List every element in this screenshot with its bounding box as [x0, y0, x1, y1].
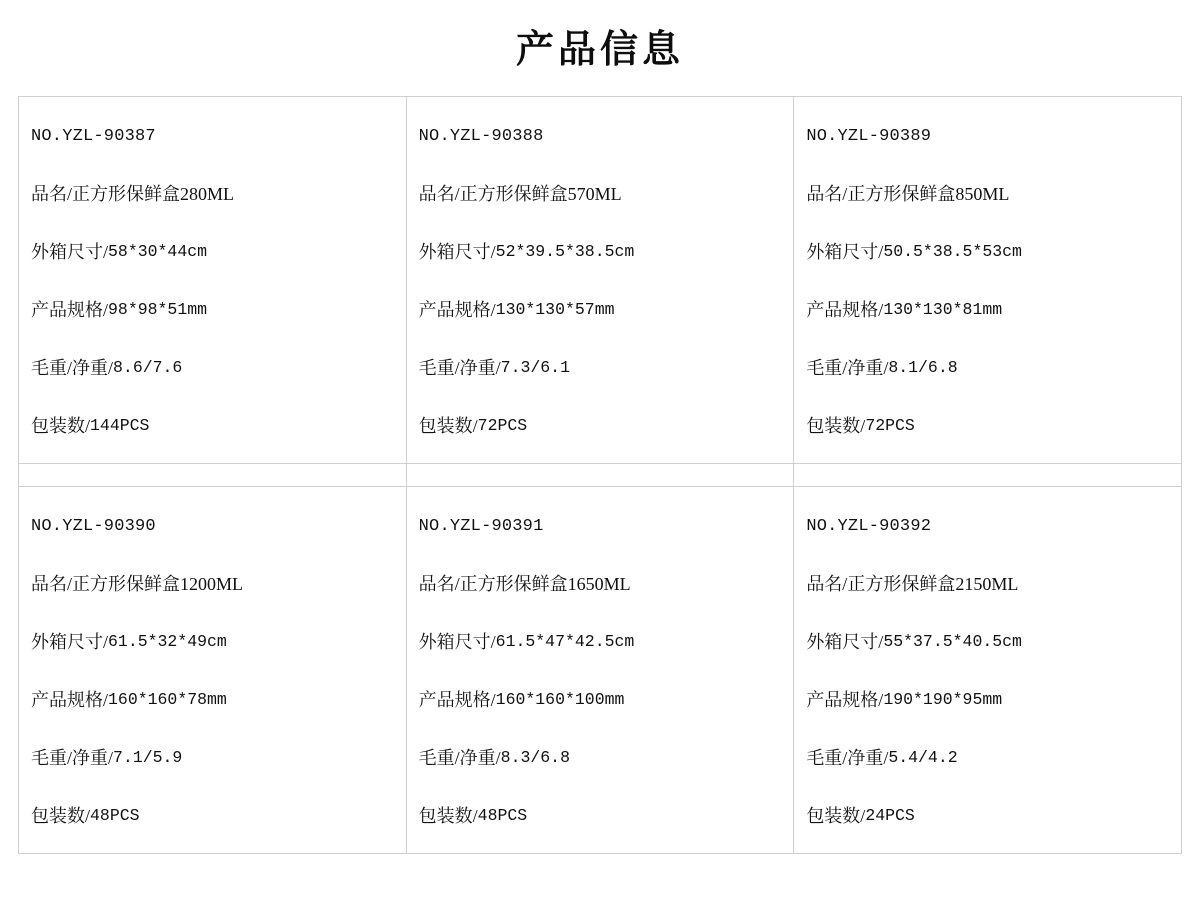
product-cell	[794, 487, 1182, 854]
product-spec-value: 130*130*81mm	[883, 299, 1003, 319]
product-spec	[407, 671, 794, 729]
packing-qty-value: 48PCS	[90, 805, 140, 825]
product-spec-value: 160*160*78mm	[108, 689, 227, 709]
weight-value: 7.3/6.1	[500, 357, 570, 377]
carton-size-label: 外箱尺寸/	[418, 242, 496, 262]
product-name-label: 品名/	[31, 574, 73, 594]
product-no: NO.YZL-90392	[806, 516, 932, 536]
weight-label: 毛重/净重/	[806, 748, 889, 768]
carton-size	[19, 613, 406, 671]
packing-qty	[407, 787, 794, 845]
product-spec-label: 产品规格/	[31, 300, 109, 320]
weight-label: 毛重/净重/	[31, 748, 114, 768]
product-cell	[406, 97, 794, 464]
weight-label: 毛重/净重/	[31, 358, 114, 378]
spacer-cell	[794, 464, 1182, 487]
weight-value: 8.1/6.8	[888, 357, 958, 377]
product-spec	[407, 281, 794, 339]
carton-size-value: 52*39.5*38.5cm	[495, 241, 635, 261]
weight-label: 毛重/净重/	[418, 748, 501, 768]
carton-size-value: 61.5*32*49cm	[108, 631, 227, 651]
weight	[794, 339, 1181, 397]
weight-value: 8.6/7.6	[113, 357, 183, 377]
carton-size-label: 外箱尺寸/	[31, 632, 109, 652]
product-name-label: 品名/	[418, 574, 460, 594]
weight-value: 5.4/4.2	[888, 747, 958, 767]
product-spec	[794, 671, 1181, 729]
packing-qty-label: 包装数/	[418, 806, 478, 826]
product-no: NO.YZL-90387	[31, 126, 156, 146]
table-row	[19, 487, 1182, 854]
product-no: NO.YZL-90390	[31, 516, 156, 536]
carton-size	[407, 223, 794, 281]
product-spec-label: 产品规格/	[31, 690, 109, 710]
product-spec-value: 130*130*57mm	[495, 299, 615, 319]
spacer-cell	[19, 464, 407, 487]
product-name-value: 正方形保鲜盒280ML	[72, 184, 235, 204]
carton-size-label: 外箱尺寸/	[806, 632, 884, 652]
product-cell	[794, 97, 1182, 464]
product-name-label: 品名/	[806, 574, 848, 594]
carton-size-value: 50.5*38.5*53cm	[883, 241, 1022, 261]
product-name-label: 品名/	[31, 184, 73, 204]
packing-qty-label: 包装数/	[806, 416, 866, 436]
product-name	[794, 555, 1181, 613]
product-spec-label: 产品规格/	[806, 690, 884, 710]
product-name-value: 正方形保鲜盒570ML	[459, 184, 622, 204]
product-spec	[19, 671, 406, 729]
product-name-value: 正方形保鲜盒1200ML	[72, 574, 244, 594]
packing-qty-value: 144PCS	[90, 415, 150, 435]
carton-size	[407, 613, 794, 671]
carton-size-label: 外箱尺寸/	[31, 242, 109, 262]
product-spec-label: 产品规格/	[418, 300, 496, 320]
product-name-value: 正方形保鲜盒2150ML	[847, 574, 1019, 594]
packing-qty	[19, 397, 406, 455]
weight	[794, 729, 1181, 787]
packing-qty-value: 24PCS	[865, 805, 915, 825]
packing-qty-label: 包装数/	[418, 416, 478, 436]
spacer-cell	[406, 464, 794, 487]
carton-size-label: 外箱尺寸/	[806, 242, 884, 262]
packing-qty-label: 包装数/	[806, 806, 866, 826]
weight-value: 7.1/5.9	[113, 747, 183, 767]
product-spec-label: 产品规格/	[418, 690, 496, 710]
product-cell	[19, 97, 407, 464]
carton-size	[19, 223, 406, 281]
packing-qty-value: 72PCS	[865, 415, 915, 435]
product-name-value: 正方形保鲜盒850ML	[847, 184, 1010, 204]
product-cell	[406, 487, 794, 854]
product-no: NO.YZL-90391	[418, 516, 544, 536]
product-name	[19, 555, 406, 613]
product-name	[407, 555, 794, 613]
table-spacer-row	[19, 464, 1182, 487]
carton-size	[794, 223, 1181, 281]
product-no: NO.YZL-90388	[418, 126, 544, 146]
packing-qty	[794, 397, 1181, 455]
page-title: 产品信息	[515, 29, 684, 71]
weight	[19, 729, 406, 787]
product-spec-value: 98*98*51mm	[108, 299, 208, 319]
carton-size-label: 外箱尺寸/	[418, 632, 496, 652]
product-spec-label: 产品规格/	[806, 300, 884, 320]
packing-qty	[19, 787, 406, 845]
product-name	[407, 165, 794, 223]
weight-value: 8.3/6.8	[500, 747, 570, 767]
carton-size-value: 55*37.5*40.5cm	[883, 631, 1022, 651]
product-name	[794, 165, 1181, 223]
weight	[407, 339, 794, 397]
weight	[407, 729, 794, 787]
table-row	[19, 97, 1182, 464]
product-no: NO.YZL-90389	[806, 126, 932, 146]
packing-qty-value: 48PCS	[477, 805, 528, 825]
packing-qty-value: 72PCS	[477, 415, 528, 435]
product-name-value: 正方形保鲜盒1650ML	[459, 574, 631, 594]
product-spec-value: 190*190*95mm	[883, 689, 1003, 709]
product-spec-value: 160*160*100mm	[495, 689, 625, 709]
weight-label: 毛重/净重/	[806, 358, 889, 378]
carton-size-value: 58*30*44cm	[108, 241, 208, 261]
product-name-label: 品名/	[806, 184, 848, 204]
carton-size-value: 61.5*47*42.5cm	[495, 631, 635, 651]
packing-qty-label: 包装数/	[31, 416, 91, 436]
product-name	[19, 165, 406, 223]
packing-qty-label: 包装数/	[31, 806, 91, 826]
product-name-label: 品名/	[418, 184, 460, 204]
weight-label: 毛重/净重/	[418, 358, 501, 378]
packing-qty	[794, 787, 1181, 845]
carton-size	[794, 613, 1181, 671]
product-cell	[19, 487, 407, 854]
packing-qty	[407, 397, 794, 455]
product-spec	[794, 281, 1181, 339]
product-spec	[19, 281, 406, 339]
weight	[19, 339, 406, 397]
product-spec-table	[18, 96, 1182, 854]
